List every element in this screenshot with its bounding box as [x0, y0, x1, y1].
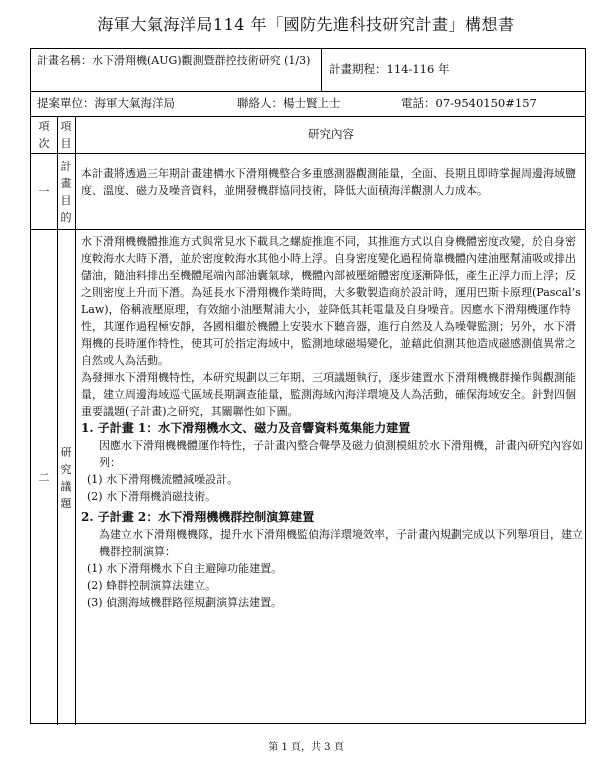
subplan-1-desc: 因應水下滑翔機機體運作特性，子計畫內整合聲學及磁力偵測模組於水下滑翔機，計畫內研究內容如列： — [99, 439, 583, 469]
header-item-no: 項 次 — [38, 120, 50, 150]
header-content: 研究內容 — [308, 127, 354, 141]
contact-person: 聯絡人：楊士賢上士 — [237, 96, 341, 110]
row1-no: 一 — [38, 185, 50, 198]
subplan-2-heading: 2. 子計畫 2：水下滑翔機機群控制演算建置 — [81, 510, 315, 524]
subplan-1-heading: 1. 子計畫 1：水下滑翔機水文、磁力及音響資料蒐集能力建置 — [81, 421, 411, 435]
plan-period-cell — [329, 62, 579, 80]
contact-cell — [237, 96, 387, 111]
plan-name: 計畫名稱：水下滑翔機(AUG)觀測暨群控技術研究 (1/3) — [37, 54, 311, 67]
plan-period: 計畫期程：114-116 年 — [329, 62, 450, 76]
subplan-1-item: (1) 水下滑翔機流體減噪設計。 — [87, 473, 239, 486]
subplan-2-item: (1) 水下滑翔機水下自主避障功能建置。 — [87, 562, 283, 575]
row2-no: 二 — [38, 471, 50, 484]
subplan-2-item: (3) 偵測海域機群路徑規劃演算法建置。 — [87, 596, 283, 609]
header-item: 項 目 — [60, 120, 72, 150]
proposer-unit: 提案單位：海軍大氣海洋局 — [37, 96, 175, 110]
research-para-1: 水下滑翔機機體推進方式與常見水下載具之螺旋推進不同，其推進方式以自身機體密度改變，於自身密度較海水大時下潛，並於密度較海水其他小時上浮。自身密度變化過程倚靠機體內建油壓幫浦吸或排出儲油，隨油料排出至機體尾端內部油囊氣球，機體內部被壓縮體密度逐漸降低，產生正浮力而上浮；反之則密度上升而下潛。為延長水下滑翔機作業時間，大多數製造商於設計時，運用巴斯卡原理(Pascal’s Law)，俗稱液壓原理，有效縮小油壓幫浦大小，並降低其耗電量及自身噪音。因應水下滑翔機運作特性，其運作過程極安靜，各國相繼於機體上安裝水下聽音器，進行自然及人為噪聲監測；另外，水下滑翔機的長時運作特性，使其可於指定海域中，監測地球磁場變化，並藉此偵測其他造成磁感測值異常之自然或人為活動。 — [81, 235, 581, 367]
proposal-table — [30, 48, 586, 724]
subplan-2-desc: 為建立水下滑翔機機隊，提升水下滑翔機監偵海洋環境效率，子計畫內規劃完成以下列舉項目，建立機群控制演算： — [99, 528, 583, 558]
document-title: 海軍大氣海洋局114 年「國防先進科技研究計畫」構想書 — [97, 15, 515, 34]
plan-name-cell — [37, 53, 315, 89]
phone-number: 電話：07-9540150#157 — [401, 96, 537, 110]
purpose-text: 本計畫將透過三年期計畫建構水下滑翔機整合多重感測器觀測能量，全面、長期且即時掌握周邊海域鹽度、溫度、磁力及噪音資料，並開發機群協同技術，降低大面積海洋觀測人力成本。 — [81, 167, 576, 197]
page-footer: 第 1 頁，共 3 頁 — [268, 742, 344, 753]
proposer-cell — [37, 96, 207, 111]
row1-item: 計 畫 目 的 — [60, 159, 72, 224]
row2-item: 研 究 議 題 — [60, 445, 72, 510]
phone-cell — [401, 96, 583, 111]
subplan-2-item: (2) 蜂群控制演算法建立。 — [87, 579, 217, 592]
subplan-1-item: (2) 水下滑翔機消磁技術。 — [87, 490, 217, 503]
research-para-2: 為發揮水下滑翔機特性，本研究規劃以三年期、三項議題執行，逐步建置水下滑翔機機群操作與觀測能量，建立周邊海域巡弋區域長期調查能量，監測海域內海洋環境及人為活動，確保海域安全。針對四個重要議題(子計畫)之研究，其關聯性如下圖。 — [81, 371, 576, 418]
row2-content — [81, 233, 583, 611]
row1-content — [81, 165, 581, 199]
